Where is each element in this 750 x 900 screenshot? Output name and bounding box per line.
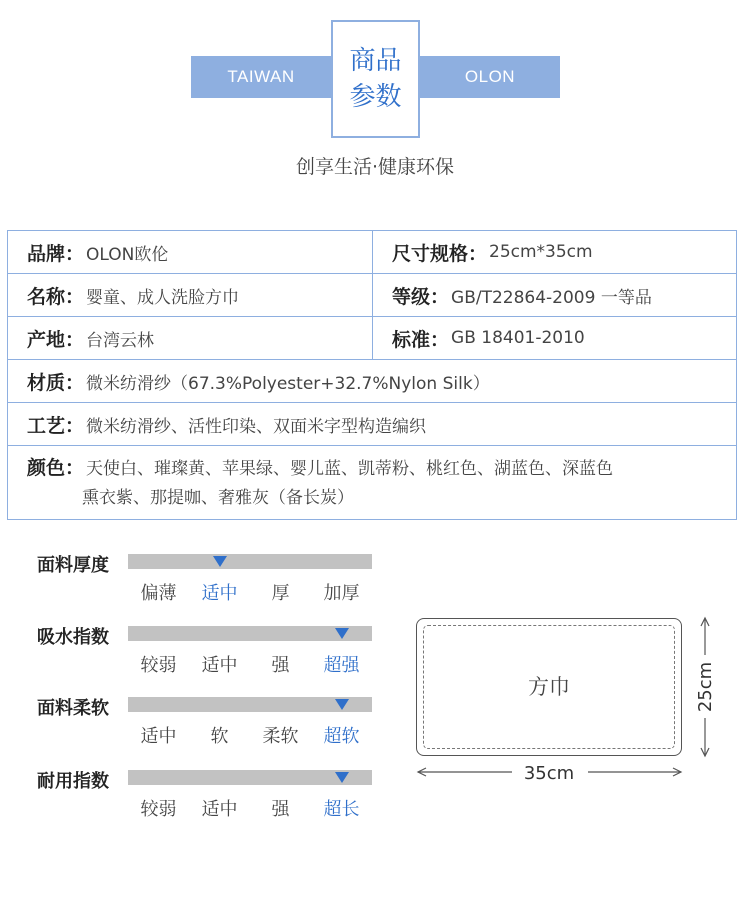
rating-name: 面料柔软 <box>37 698 109 719</box>
taiwan-band: TAIWAN <box>191 56 331 98</box>
spec-label: 标准： <box>392 328 450 351</box>
rating-option: 适中 <box>201 583 238 604</box>
spec-label: 名称： <box>27 285 85 308</box>
rating-option: 软 <box>210 726 229 747</box>
rating-option: 适中 <box>140 726 177 747</box>
slogan: 创享生活·健康环保 <box>295 156 455 178</box>
rating-option: 加厚 <box>323 583 360 604</box>
title-line-1: 商品 <box>349 46 402 76</box>
spec-label: 尺寸规格： <box>392 242 488 265</box>
rating-name: 面料厚度 <box>37 555 109 576</box>
spec-value: GB/T22864-2009 一等品 <box>451 287 652 308</box>
spec-label: 颜色： <box>27 457 85 479</box>
spec-value: 25cm*35cm <box>489 242 593 262</box>
spec-value: GB 18401-2010 <box>451 328 585 348</box>
rating-option: 柔软 <box>262 726 299 747</box>
towel-label: 方巾 <box>528 675 570 699</box>
rating-option: 强 <box>271 799 290 820</box>
rating-option: 强 <box>271 655 290 676</box>
spec-value: 台湾云林 <box>86 330 155 351</box>
rating-option: 较弱 <box>140 655 177 676</box>
rating-option: 厚 <box>271 583 290 604</box>
colors-line-2: 熏衣紫、那提咖、奢雅灰（备长炭） <box>82 488 354 508</box>
rating-option: 超软 <box>323 726 360 747</box>
rating-option: 超长 <box>323 799 360 820</box>
spec-value: OLON欧伦 <box>86 244 169 265</box>
title-line-2: 参数 <box>349 82 402 112</box>
rating-option: 较弱 <box>140 799 177 820</box>
spec-label: 产地： <box>27 328 85 351</box>
rating-option: 适中 <box>201 799 238 820</box>
rating-option: 超强 <box>323 655 360 676</box>
width-label: 35cm <box>523 763 575 784</box>
spec-label: 工艺： <box>27 414 85 437</box>
rating-name: 吸水指数 <box>37 627 109 648</box>
spec-label: 品牌： <box>27 242 85 265</box>
rating-option: 偏薄 <box>140 583 177 604</box>
spec-label: 材质： <box>27 371 85 394</box>
spec-label: 等级： <box>392 285 450 308</box>
rating-name: 耐用指数 <box>37 771 109 792</box>
spec-value: 天使白、璀璨黄、苹果绿、婴儿蓝、凯蒂粉、桃红色、湖蓝色、深蓝色 <box>86 459 614 479</box>
olon-band: OLON <box>420 56 560 98</box>
spec-value: 婴童、成人洗脸方巾 <box>86 287 240 308</box>
spec-value: 微米纺滑纱、活性印染、双面米字型构造编织 <box>86 416 427 437</box>
rating-option: 适中 <box>201 655 238 676</box>
height-label: 25cm <box>695 661 716 713</box>
spec-value: 微米纺滑纱（67.3%Polyester+32.7%Nylon Silk） <box>86 373 490 394</box>
